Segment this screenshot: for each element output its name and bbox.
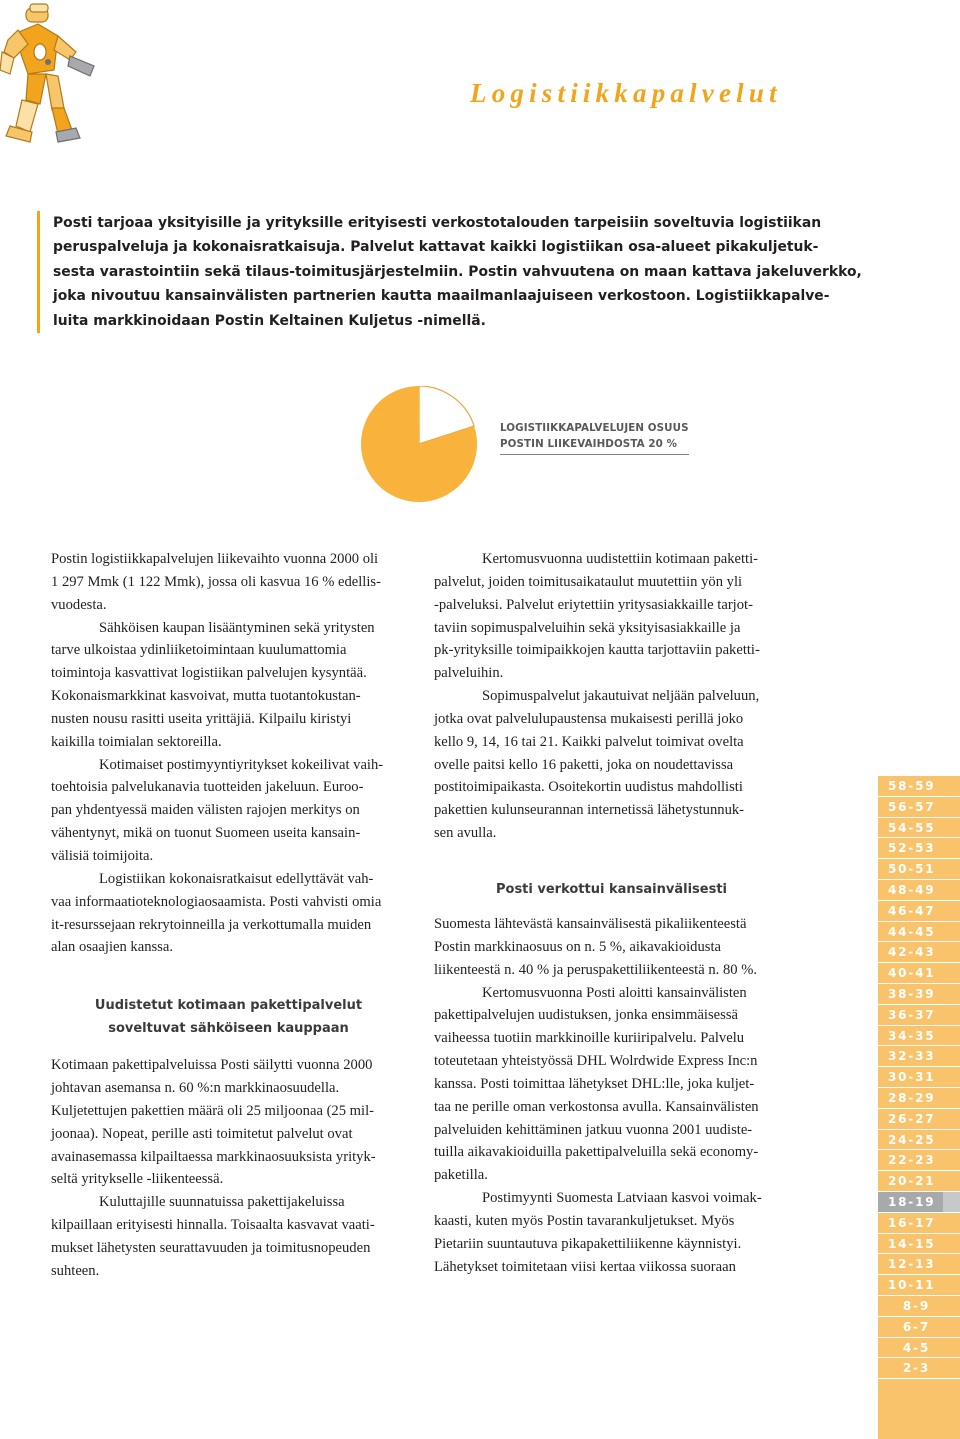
text-line: vaa informaatioteknologiaosaamista. Posti vahvisti omia (51, 893, 382, 910)
page-index-item[interactable]: 20-21 (878, 1171, 960, 1192)
text-line: tuilla aikavakioiduilla pakettipalveluilla sekä economy- (434, 1144, 759, 1161)
page-index-item[interactable]: 2-3 (878, 1358, 960, 1379)
pie-caption-line: LOGISTIIKKAPALVELUJEN OSUUS (500, 422, 689, 434)
text-line: Pietariin suuntautuva pikapakettiliikenne käynnistyi. (434, 1235, 742, 1252)
page-index-item[interactable]: 40-41 (878, 963, 960, 984)
intro-line: joka nivoutuu kansainvälisten partnerien kautta maailmanlaajuiseen verkostoon. Logistiikkapalve- (53, 288, 830, 305)
right-text-column (434, 548, 789, 1278)
text-line: postitoimipaikasta. Osoitekortin uudistus mahdollisti (434, 779, 743, 796)
intro-line: sesta varastointiin sekä tilaus-toimitusjärjestelmiin. Postin vahvuutena on maan kattava jakeluverkko, (53, 263, 862, 280)
page-index-sidebar (878, 776, 960, 1439)
page-index-item[interactable]: 58-59 (878, 776, 960, 797)
left-text-column (51, 548, 406, 1283)
text-line: palvelut, joiden toimitusaikataulut muutettiin yön yli (434, 573, 743, 590)
text-line: paketilla. (434, 1167, 488, 1184)
text-line: Kuljetettujen pakettien määrä oli 25 miljoonaa (25 mil- (51, 1102, 374, 1119)
sidebar-tail (878, 1379, 960, 1439)
text-line: Sähköisen kaupan lisääntyminen sekä yritysten (99, 619, 375, 636)
text-line: taviin sopimuspalveluihin sekä yksityisasiakkaille ja (434, 619, 741, 636)
text-line: välisiä toimijoita. (51, 847, 154, 864)
text-line: avainasemassa kilpailtaessa markkinaosuuksista yrityk- (51, 1148, 376, 1165)
section-heading-line: Uudistetut kotimaan pakettipalvelut (94, 998, 363, 1014)
page-index-item[interactable]: 34-35 (878, 1026, 960, 1047)
text-line: Kokonaismarkkinat kasvoivat, mutta tuotantokustan- (51, 688, 361, 705)
text-line: Kertomusvuonna uudistettiin kotimaan paketti- (482, 551, 759, 567)
text-line: pakettien kulunseurannan internetissä lähetystunnuk- (434, 802, 745, 819)
text-line: sen avulla. (434, 825, 497, 842)
page-index-item[interactable]: 22-23 (878, 1150, 960, 1171)
page-index-item[interactable]: 46-47 (878, 901, 960, 922)
text-line: seltä yritykselle -liikenteessä. (51, 1171, 224, 1188)
text-line: 1 297 Mmk (1 122 Mmk), jossa oli kasvua 16 % edellis- (51, 573, 381, 590)
text-line: toehtoisia palvelukanavia tuotteiden jakeluun. Euroo- (51, 779, 364, 796)
page-index-item[interactable]: 24-25 (878, 1130, 960, 1151)
text-line: jotka ovat palvelulupaustensa mukaisesti perillä joko (434, 710, 744, 727)
intro-line: luita markkinoidaan Postin Keltainen Kuljetus -nimellä. (53, 312, 486, 329)
page-index-item[interactable]: 56-57 (878, 797, 960, 818)
page-index-item[interactable]: 6-7 (878, 1317, 960, 1338)
page-index-item[interactable]: 16-17 (878, 1213, 960, 1234)
page-index-item[interactable]: 14-15 (878, 1234, 960, 1255)
intro-line: peruspalveluja ja kokonaisratkaisuja. Palvelut kattavat kaikki logistiikan osa-alueet pikakuljetuk- (53, 239, 819, 256)
page-index-item[interactable]: 8-9 (878, 1296, 960, 1317)
text-line: pan yhdentyessä maiden välisten rajojen merkitys on (51, 802, 360, 819)
text-line: pakettipalvelujen uudistuksen, jonka ensimmäisessä (434, 1007, 738, 1024)
text-line: tarve ulkoistaa ydinliiketoimintaan kuulumattomia (51, 642, 347, 659)
text-line: toteutetaan yhteistyössä DHL Wolrdwide Express Inc:n (434, 1053, 758, 1070)
text-line: Postimyynti Suomesta Latviaan kasvoi voimak- (482, 1190, 762, 1207)
section-heading-line: soveltuvat sähköiseen kauppaan (108, 1021, 349, 1037)
text-line: johtavan asemansa n. 60 %:n markkinaosuudella. (51, 1080, 340, 1097)
text-line: Lähetykset toimitetaan viisi kertaa viikossa suoraan (434, 1258, 736, 1275)
page-index-item[interactable]: 50-51 (878, 859, 960, 880)
section-heading (51, 994, 406, 1040)
text-line: joonaa). Nopeat, perille asti toimitetut palvelut ovat (51, 1125, 353, 1142)
page-title: Logistiikkapalvelut (470, 78, 782, 108)
text-line: alan osaajien kanssa. (51, 939, 173, 956)
text-line: palveluihin. (434, 665, 504, 682)
page-index-item[interactable]: 30-31 (878, 1067, 960, 1088)
text-line: mukset lähetysten seurattavuuden ja toimitusnopeuden (51, 1239, 371, 1256)
page-index-item[interactable]: 4-5 (878, 1338, 960, 1359)
text-line: Suomesta lähtevästä kansainvälisestä pikaliikenteestä (434, 915, 747, 932)
text-line: Kertomusvuonna Posti aloitti kansainvälisten (482, 984, 747, 1001)
text-line: Postin markkinaosuus on n. 5 %, aikavakioidusta (434, 938, 721, 955)
text-line: vähentynyt, mikä on tuonut Suomeen useita kansain- (51, 825, 361, 842)
section-heading-line: Posti verkottui kansainvälisesti (495, 881, 727, 897)
text-line: toimintoja kasvattivat logistiikan palvelujen kysyntää. (51, 665, 367, 682)
pie-caption (500, 420, 689, 455)
page-index-item[interactable]: 54-55 (878, 818, 960, 839)
text-line: -palveluksi. Palvelut eriytettiin yritysasiakkaille tarjot- (434, 596, 753, 613)
page-index-item[interactable]: 42-43 (878, 942, 960, 963)
text-line: palveluiden kehittäminen jatkuu vuonna 2001 uudiste- (434, 1121, 753, 1138)
page-index-item[interactable]: 32-33 (878, 1046, 960, 1067)
figure-mascot-icon (0, 0, 100, 150)
page-index-item[interactable]: 44-45 (878, 922, 960, 943)
text-line: liikenteestä n. 40 % ja peruspakettiliikenteestä n. 80 %. (434, 961, 757, 978)
section-heading (434, 878, 789, 901)
text-line: pk-yrityksille toimipaikkojen kautta tarjottaviin paketti- (434, 642, 760, 659)
text-line: nusten nousu rasitti useita yrittäjiä. Kilpailu kiristyi (51, 710, 352, 727)
intro-paragraph (37, 211, 862, 333)
text-line: kaikilla toimialan sektoreilla. (51, 733, 222, 750)
page-index-item[interactable]: 36-37 (878, 1005, 960, 1026)
text-line: taa ne perille oman verkostonsa avulla. Kansainvälisten (434, 1098, 759, 1115)
text-line: Kuluttajille suunnatuissa pakettijakeluissa (99, 1194, 345, 1211)
share-pie-chart (341, 386, 501, 516)
page-index-item[interactable]: 26-27 (878, 1109, 960, 1130)
text-line: vaiheessa tuotiin markkinoille kuriiripalvelu. Palvelu (434, 1030, 745, 1047)
text-line: Postin logistiikkapalvelujen liikevaihto vuonna 2000 oli (51, 551, 379, 567)
page-index-item[interactable]: 18-19 (878, 1192, 960, 1213)
page-index-item[interactable]: 12-13 (878, 1254, 960, 1275)
text-line: vuodesta. (51, 596, 107, 613)
text-line: suhteen. (51, 1262, 100, 1279)
page-index-item[interactable]: 10-11 (878, 1275, 960, 1296)
page-index-item[interactable]: 28-29 (878, 1088, 960, 1109)
text-line: kello 9, 14, 16 tai 21. Kaikki palvelut toimivat ovelta (434, 733, 744, 750)
text-line: Kotimaan pakettipalveluissa Posti säilytti vuonna 2000 (51, 1057, 373, 1074)
page-index-item[interactable]: 52-53 (878, 838, 960, 859)
pie-caption-line: POSTIN LIIKEVAIHDOSTA 20 % (500, 436, 689, 455)
page-index-item[interactable]: 48-49 (878, 880, 960, 901)
text-line: Kotimaiset postimyyntiyritykset kokeilivat vaih- (99, 756, 384, 773)
text-line: ovelle paitsi kello 16 paketti, joka on noudettavissa (434, 756, 734, 773)
text-line: kilpaillaan erityisesti hinnalla. Toisaalta kasvavat vaati- (51, 1217, 375, 1234)
text-line: Sopimuspalvelut jakautuivat neljään palveluun, (482, 688, 760, 705)
intro-line: Posti tarjoaa yksityisille ja yrityksille erityisesti verkostotalouden tarpeisiin soveltuvia logistiikan (53, 215, 822, 231)
page-index-item[interactable]: 38-39 (878, 984, 960, 1005)
text-line: it-resurssejaan rekrytoinneilla ja verkottumalla muiden (51, 916, 372, 933)
text-line: Logistiikan kokonaisratkaisut edellyttävät vah- (99, 870, 374, 887)
text-line: kanssa. Posti toimittaa lähetykset DHL:lle, joka kuljet- (434, 1075, 755, 1092)
text-line: kaasti, kuten myös Postin tavarankuljetukset. Myös (434, 1212, 735, 1229)
